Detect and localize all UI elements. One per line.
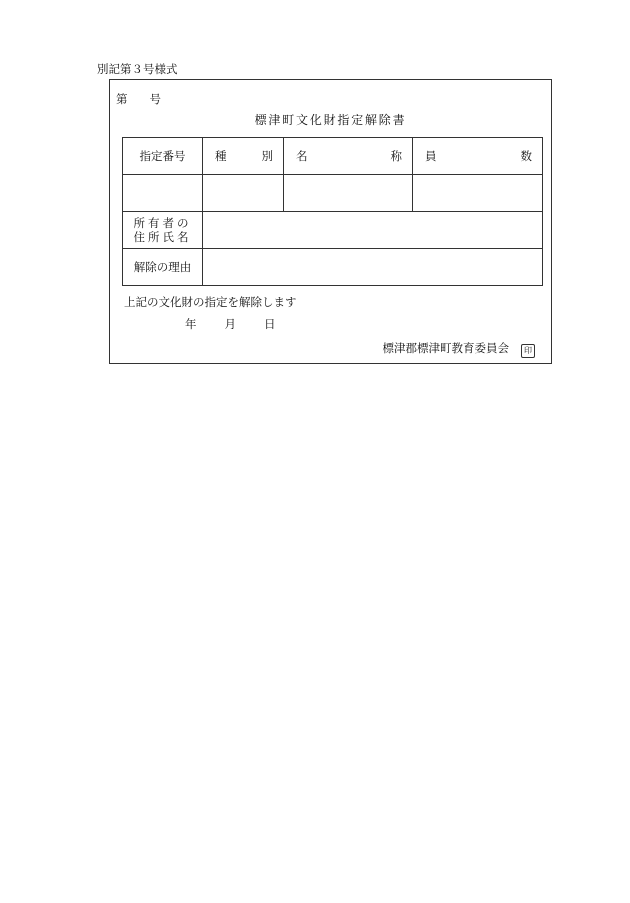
header-count: [413, 138, 543, 175]
header-count-char-1: 員: [425, 149, 437, 163]
header-type-char-2: 別: [261, 149, 273, 163]
owner-label-line-1: 所有者の: [133, 216, 192, 230]
certificate-frame: [109, 79, 552, 364]
cell-name: [284, 175, 413, 212]
statement-text: 上記の文化財の指定を解除します: [124, 295, 297, 309]
document-number: [116, 92, 161, 106]
issuer-line: [383, 341, 536, 358]
owner-value: [203, 212, 543, 249]
header-name-char-1: 名: [296, 149, 308, 163]
reason-value: [203, 249, 543, 286]
header-name-char-2: 称: [390, 149, 402, 163]
document-title: 標津町文化財指定解除書: [254, 113, 407, 127]
header-type-char-1: 種: [215, 149, 227, 163]
issuer-name: 標津郡標津町教育委員会: [382, 341, 509, 355]
document-number-suffix: 号: [149, 92, 161, 106]
cell-type: [203, 175, 284, 212]
reason-label: 解除の理由: [123, 249, 203, 286]
document-number-prefix: 第: [116, 92, 128, 106]
header-designation-number: 指定番号: [123, 138, 203, 175]
form-label: 別記第３号様式: [97, 62, 178, 76]
owner-label: [123, 212, 203, 249]
header-type: [203, 138, 284, 175]
table-header-row: [123, 138, 543, 175]
cell-count: [413, 175, 543, 212]
owner-label-line-2: 住所氏名: [133, 230, 192, 244]
header-name: [284, 138, 413, 175]
header-count-char-2: 数: [520, 149, 532, 163]
seal-mark: 印: [521, 344, 535, 358]
reason-row: [123, 249, 543, 286]
date-line: [185, 317, 276, 331]
date-day: 日: [264, 317, 276, 331]
designation-table: [122, 137, 543, 286]
table-row: [123, 175, 543, 212]
date-year: 年: [185, 317, 197, 331]
owner-row: [123, 212, 543, 249]
date-month: 月: [224, 317, 236, 331]
cell-designation-number: [123, 175, 203, 212]
